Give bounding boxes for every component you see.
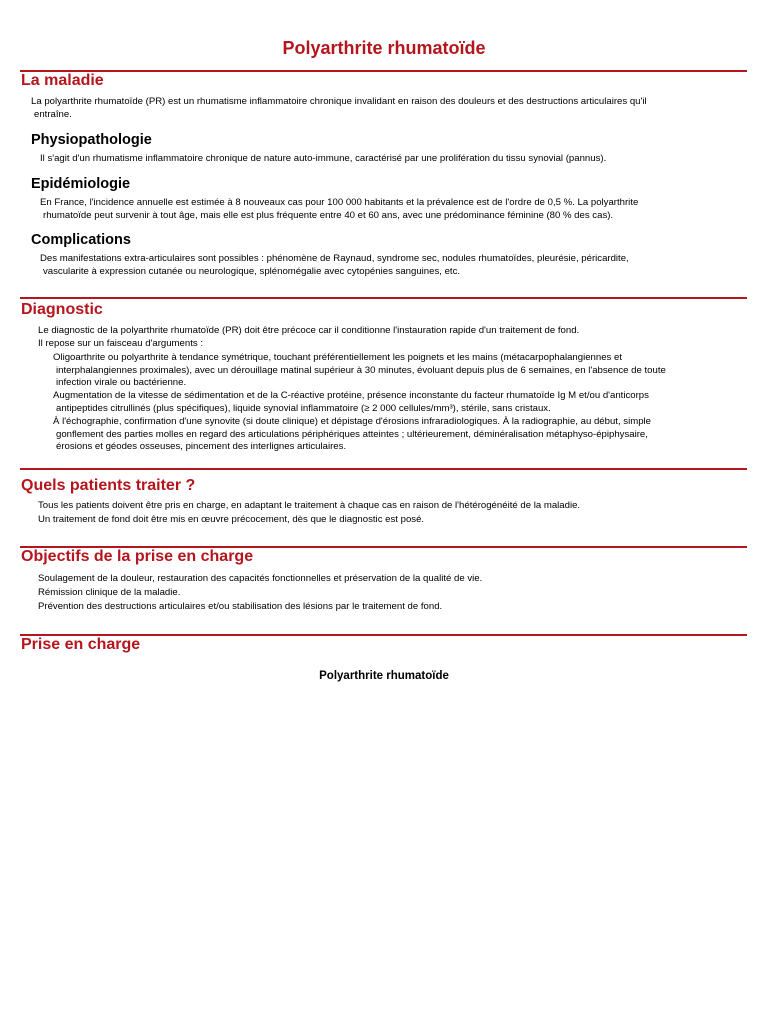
text-line: antipeptides citrullinés (plus spécifiques), liquide synovial inflammatoire (≥ 2 000 cellules/mm³), stérile, sans cristaux.	[56, 402, 551, 414]
text-line: Augmentation de la vitesse de sédimentation et de la C-réactive protéine, présence inconstante du facteur rhumatoïde Ig M et/ou d'anticorps	[53, 390, 649, 401]
objectifs-line-2: Rémission clinique de la maladie.	[38, 587, 181, 598]
text-line: La polyarthrite rhumatoïde (PR) est un rhumatisme inflammatoire chronique invalidant en raison des douleurs et des destructions articulaires qu'il	[31, 96, 647, 107]
diagnostic-bullet-1	[53, 352, 666, 390]
section-heading-maladie: La maladie	[21, 72, 104, 89]
text-line: érosions et géodes osseuses, pincement des interlignes articulaires.	[56, 441, 347, 453]
text-line: gonflement des parties molles en regard des articulations périphériques atteintes ; ultérieurement, déminéralisation métaphyso-épiphysaire,	[56, 428, 648, 440]
epid-text	[40, 197, 638, 222]
section-heading-prise-en-charge: Prise en charge	[21, 636, 141, 653]
figure-caption: Polyarthrite rhumatoïde	[319, 670, 449, 682]
patients-line-2: Un traitement de fond doit être mis en œuvre précocement, dès que le diagnostic est posé.	[38, 514, 425, 525]
text-line: interphalangiennes proximales), avec un dérouillage matinal supérieur à 30 minutes, évoluant depuis plus de 6 semaines, en l'absence de toute	[56, 364, 666, 376]
section-heading-patients: Quels patients traiter ?	[21, 477, 196, 494]
physio-text: Il s'agit d'un rhumatisme inflammatoire chronique de nature auto-immune, caractérisé par une prolifération du tissu synovial (pannus).	[40, 153, 607, 164]
section-divider	[20, 70, 747, 72]
text-line: En France, l'incidence annuelle est estimée à 8 nouveaux cas pour 100 000 habitants et la prévalence est de l'ordre de 0,5 %. La polyarthrite	[40, 197, 639, 208]
text-line: À l'échographie, confirmation d'une synovite (si doute clinique) et dépistage d'érosions infraradiologiques. À la radiographie, au début, simple	[53, 416, 652, 427]
page-title: Polyarthrite rhumatoïde	[282, 38, 486, 58]
text-line: Oligoarthrite ou polyarthrite à tendance symétrique, touchant préférentiellement les poignets et les mains (métacarpophalangiennes et	[53, 352, 623, 363]
section-divider	[20, 468, 747, 470]
subheading-physiopathologie: Physiopathologie	[31, 132, 152, 148]
diagnostic-bullet-2	[53, 390, 649, 415]
section-divider	[20, 297, 747, 299]
subheading-complications: Complications	[31, 232, 131, 248]
objectifs-line-1: Soulagement de la douleur, restauration des capacités fonctionnelles et préservation de la qualité de vie.	[38, 573, 483, 584]
text-line: rhumatoïde peut survenir à tout âge, mais elle est plus fréquente entre 40 et 60 ans, avec une prédominance féminine (80 % des cas).	[43, 209, 614, 221]
text-line: vascularite à expression cutanée ou neurologique, splénomégalie avec cytopénies sanguines, etc.	[43, 265, 461, 277]
compl-text	[40, 253, 629, 278]
text-line: infection virale ou bactérienne.	[56, 377, 187, 389]
diagnostic-line-2: Il repose sur un faisceau d'arguments :	[38, 338, 204, 349]
subheading-epidemiologie: Epidémiologie	[31, 176, 131, 192]
text-line: entraîne.	[34, 108, 72, 120]
patients-line-1: Tous les patients doivent être pris en charge, en adaptant le traitement à chaque cas en raison de l'hétérogénéité de la maladie.	[38, 500, 581, 511]
diagnostic-bullet-3	[53, 416, 651, 454]
text-line: Des manifestations extra-articulaires sont possibles : phénomène de Raynaud, syndrome sec, nodules rhumatoïdes, pleurésie, péricardite,	[40, 253, 629, 264]
section-heading-objectifs: Objectifs de la prise en charge	[21, 548, 254, 565]
diagnostic-line-1: Le diagnostic de la polyarthrite rhumatoïde (PR) doit être précoce car il conditionne l'instauration rapide d'un traitement de fond.	[38, 325, 580, 336]
section-heading-diagnostic: Diagnostic	[21, 301, 103, 318]
maladie-intro	[31, 96, 647, 121]
objectifs-line-3: Prévention des destructions articulaires et/ou stabilisation des lésions par le traitement de fond.	[38, 601, 443, 612]
